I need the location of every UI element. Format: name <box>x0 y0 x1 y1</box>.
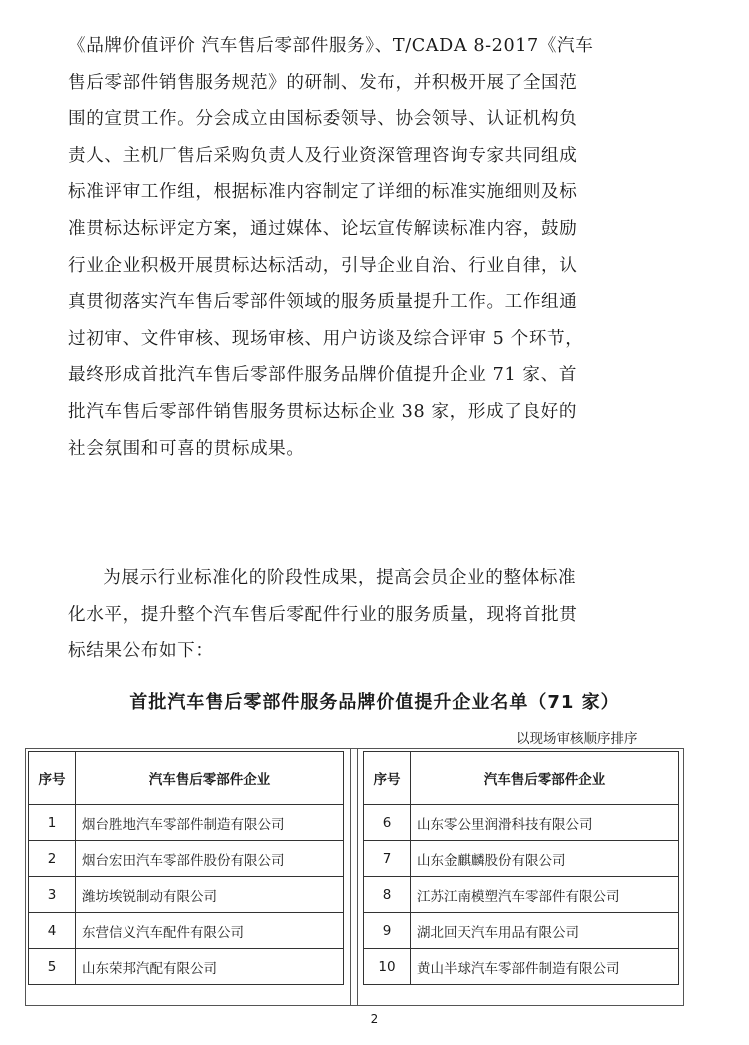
paragraph-line: 标准评审工作组，根据标准内容制定了详细的标准实施细则及标 <box>68 182 578 203</box>
table-header-row <box>29 752 344 805</box>
row-company: 江苏江南模塑汽车零部件有限公司 <box>411 877 679 913</box>
row-company: 湖北回天汽车用品有限公司 <box>411 913 679 949</box>
table-row <box>29 877 344 913</box>
row-no: 1 <box>29 805 76 841</box>
header-no: 序号 <box>364 752 411 805</box>
paragraph-line: 标结果公布如下： <box>68 641 214 662</box>
row-company: 烟台胜地汽车零部件制造有限公司 <box>76 805 344 841</box>
page-number: 2 <box>370 1012 379 1026</box>
row-company: 黄山半球汽车零部件制造有限公司 <box>411 949 679 985</box>
paragraph-line: 为展示行业标准化的阶段性成果，提高会员企业的整体标准 <box>103 568 577 588</box>
row-no: 9 <box>364 913 411 949</box>
row-no: 7 <box>364 841 411 877</box>
table-row <box>29 913 344 949</box>
table-divider <box>350 748 358 1006</box>
paragraph-line: 真贯彻落实汽车售后零部件领域的服务质量提升工作。工作组通 <box>68 292 578 313</box>
row-company: 山东荣邦汽配有限公司 <box>76 949 344 985</box>
row-no: 4 <box>29 913 76 949</box>
row-company: 山东金麒麟股份有限公司 <box>411 841 679 877</box>
paragraph-standards-work <box>68 28 668 467</box>
row-company: 烟台宏田汽车零部件股份有限公司 <box>76 841 344 877</box>
row-no: 10 <box>364 949 411 985</box>
table-row <box>29 841 344 877</box>
paragraph-line: 《品牌价值评价 汽车售后零部件服务》、T/CADA 8-2017《汽车 <box>68 36 594 56</box>
paragraph-line: 最终形成首批汽车售后零部件服务品牌价值提升企业 71 家、首 <box>68 365 578 386</box>
paragraph-line: 化水平，提升整个汽车售后零配件行业的服务质量，现将首批贯 <box>68 604 578 625</box>
header-no: 序号 <box>29 752 76 805</box>
row-company: 东营信义汽车配件有限公司 <box>76 913 344 949</box>
row-no: 2 <box>29 841 76 877</box>
paragraph-announcement <box>68 560 668 670</box>
table-row <box>364 805 679 841</box>
paragraph-line: 过初审、文件审核、现场审核、用户访谈及综合评审 5 个环节， <box>68 328 584 349</box>
table-row <box>364 949 679 985</box>
sort-note: 以现场审核顺序排序 <box>516 731 638 747</box>
table-row <box>364 877 679 913</box>
paragraph-line: 准贯标达标评定方案，通过媒体、论坛宣传解读标准内容，鼓励 <box>68 218 578 239</box>
table-row <box>29 949 344 985</box>
row-no: 3 <box>29 877 76 913</box>
company-table-right <box>363 751 679 985</box>
table-row <box>364 841 679 877</box>
row-company: 山东零公里润滑科技有限公司 <box>411 805 679 841</box>
paragraph-line: 围的宣贯工作。分会成立由国标委领导、协会领导、认证机构负 <box>68 109 578 130</box>
paragraph-line: 批汽车售后零部件销售服务贯标达标企业 38 家，形成了良好的 <box>68 401 578 422</box>
list-title: 首批汽车售后零部件服务品牌价值提升企业名单（71 家） <box>129 692 620 713</box>
table-row <box>29 805 344 841</box>
table-header-row <box>364 752 679 805</box>
paragraph-line: 责人、主机厂售后采购负责人及行业资深管理咨询专家共同组成 <box>68 145 578 166</box>
paragraph-line: 行业企业积极开展贯标达标活动，引导企业自治、行业自律，认 <box>68 255 578 276</box>
row-no: 6 <box>364 805 411 841</box>
paragraph-line: 售后零部件销售服务规范》的研制、发布，并积极开展了全国范 <box>68 72 578 93</box>
paragraph-line: 社会氛围和可喜的贯标成果。 <box>68 438 305 459</box>
table-row <box>364 913 679 949</box>
header-company: 汽车售后零部件企业 <box>76 752 344 805</box>
row-no: 8 <box>364 877 411 913</box>
row-no: 5 <box>29 949 76 985</box>
row-company: 潍坊埃锐制动有限公司 <box>76 877 344 913</box>
company-table-left <box>28 751 344 985</box>
header-company: 汽车售后零部件企业 <box>411 752 679 805</box>
